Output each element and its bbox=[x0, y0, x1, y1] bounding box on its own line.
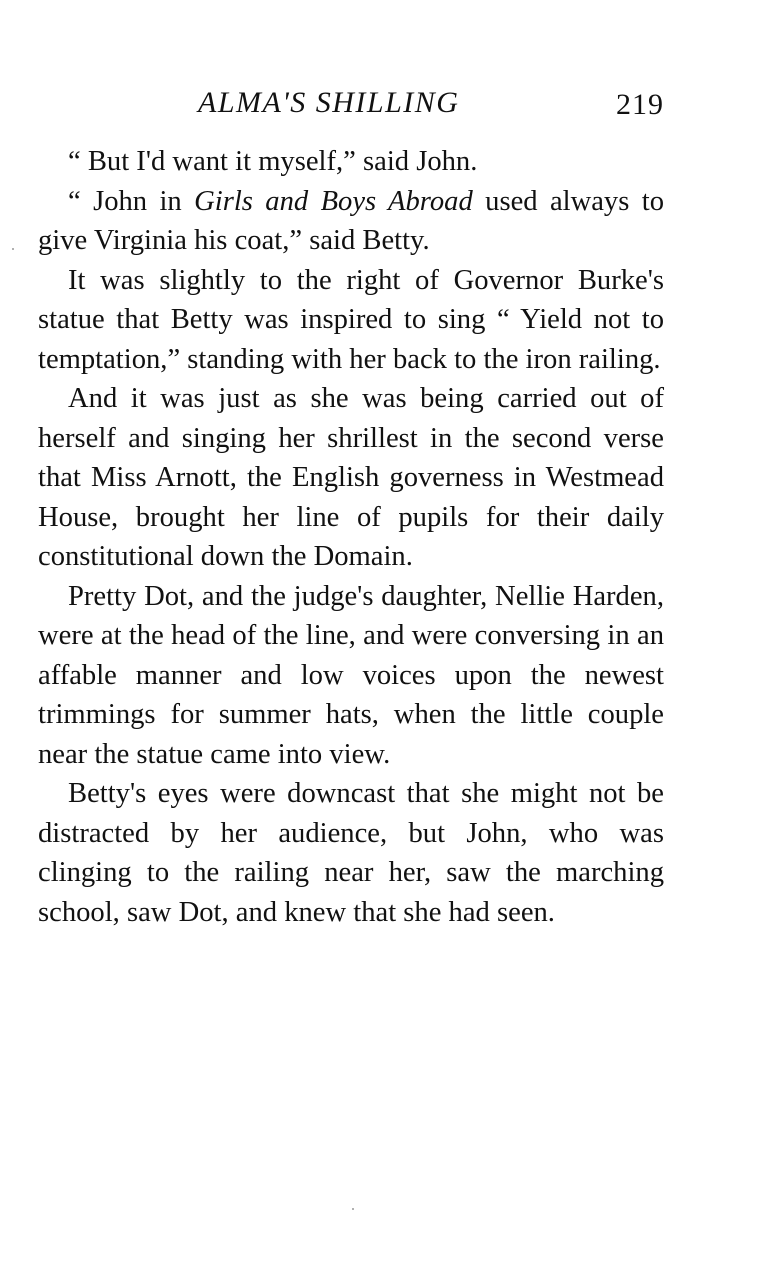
page-header bbox=[38, 86, 664, 130]
body-text bbox=[38, 142, 664, 932]
page-number: 219 bbox=[616, 88, 664, 121]
paragraph bbox=[38, 142, 664, 182]
paragraph bbox=[38, 577, 664, 775]
paragraph bbox=[38, 379, 664, 577]
running-title: ALMA'S SHILLING bbox=[198, 86, 460, 119]
paragraph-text: Betty's eyes were downcast that she might not be distracted by her audience, but John, who was clinging to the railing near her, saw the marching school, saw Dot, and knew that she had seen. bbox=[38, 778, 664, 928]
paragraph bbox=[38, 774, 664, 932]
paragraph-text: “ But I'd want it myself,” said John. bbox=[68, 146, 478, 177]
paper-speck bbox=[12, 248, 14, 250]
paragraph-text: used always to give Virginia his coat,” said Betty. bbox=[38, 185, 664, 256]
paragraph-text: “ John in bbox=[68, 185, 195, 217]
paragraph bbox=[38, 261, 664, 380]
paragraph-text: Pretty Dot, and the judge's daughter, Nellie Harden, were at the head of the line, and were conversing in an affable manner and low voices upon the newest trimmings for summer hats, when the little couple near the statue came into view. bbox=[38, 580, 664, 770]
paragraph-text: And it was just as she was being carried out of herself and singing her shrillest in the second verse that Miss Arnott, the English governess in Westmead House, brought her line of pupils for their daily constitutional down the Domain. bbox=[38, 383, 664, 572]
book-title-italic: Girls and Boys Abroad bbox=[194, 185, 473, 217]
paper-speck bbox=[352, 1208, 354, 1210]
paragraph bbox=[38, 182, 664, 261]
paragraph-text: It was slightly to the right of Governor Burke's statue that Betty was inspired to sing “ Yield not to temptation,” standing with her back to the iron railing. bbox=[38, 264, 664, 375]
